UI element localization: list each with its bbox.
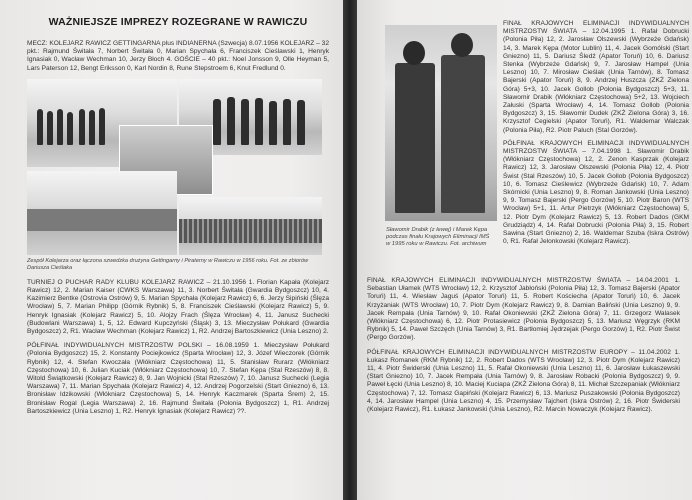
final-1995 (503, 20, 689, 251)
rider-right (441, 55, 485, 213)
stadium-stand (27, 209, 177, 231)
cup-results: TURNIEJ O PUCHAR RADY KLUBU KOLEJARZ RAWICZ – 21.10.1956 1. Florian Kapała (Kolejarz Rawicz) 12, 2. Marian Kaiser (CWKS Warszawa) 11, 3. Norbert Świtała (Gwardia Bydgoszcz) 10, 4. Kazimierz Bentke (Ostrovia Ostrów) 9, 5. Marian Spychała (Kolejarz Rawicz) 6, 6. Jerzy Sipiński (Ślęza Wrocław) 5, 7. Marian Philipp (Górnik Rybnik) 5, 8. Franciszek Cieślawski (Kolejarz Rawicz) 5, 9. Henryk Ignasiak (Kolejarz Rawicz) 5, 10. Alojzy Frach (Ślęza Wrocław) 4, 11. Janusz Suchecki (Budowlani Warszawa) 1, 5, 12. Edward Kupczyński (Śląsk) 3, 13. Mieczysław Połukard (Gwardia Bydgoszcz) 2, R1. Wacław Wechman (Kolejarz Rawicz) 1, R2. Andrzej Bartoszkiewicz (Unia Leszno) 2. (27, 278, 329, 336)
figure (57, 109, 63, 145)
figure (213, 99, 221, 145)
figure (67, 112, 73, 145)
book-gutter (343, 0, 357, 500)
right-page (357, 0, 692, 500)
photo-caption-right: Sławomir Drabik (z lewej) i Marek Kępa podczas finału Krajowych Eliminacji IMŚ w 1995 roku w Rawiczu. Fot. archiwum (386, 227, 490, 247)
photo-riders-drabik-kepa (385, 25, 497, 221)
semifinal-1998-text: PÓŁFINAŁ KRAJOWYCH ELIMINACJI INDYWIDUALNYCH MISTRZOSTW ŚWIATA – 7.04.1998 1. Sławomir Drabik (Włókniarz Częstochowa) 12, 2. Zenon Kasprzak (Kolejarz Rawicz) 12, 3. Jarosław Olszewski (Polonia Piła) 12, 4. Piotr Świst (Stal Rzeszów) 10, 5. Jacek Gollob (Polonia Bydgoszcz) 10, 6. Tomasz Cieślewicz (Wybrzeże Gdańsk) 10, 7. Adam Skórnicki (Unia Leszno) 9, 8. Roman Jankowski (Unia Leszno) 9, 9. Tomasz Bajerski (Pergo Gorzów) 5, 10. Piotr Baron (WTS Wrocław) 5+1, 11. Artur Pietrzyk (Włókniarz Częstochowa) 5, 12. Piotr Dym (Kolejarz Rawicz) 5, 13. Robert Dados (GKM Grudziądz) 4, 14. Rafał Dobrucki (Polonia Piła) 3, 15. Robert Sawina (Start Gniezno) 2, 16. Waldemar Szuba (Iskra Ostrów) 0, R1. Rafał Jelonkowski (Kolejarz Rawicz). (503, 139, 689, 246)
final-1995-text: FINAŁ KRAJOWYCH ELIMINACJI INDYWIDUALNYCH MISTRZOSTW ŚWIATA – 12.04.1995 1. Rafał Dobrucki (Polonia Piła) 12, 2. Jarosław Olszewski (Wybrzeże Gdańsk) 14, 3. Marek Kępa (Motor Lublin) 11, 4. Jacek Gomólski (Start Gniezno) 11, 5. Dariusz Śledź (Apator Toruń) 10, 6. Dariusz Stenka (Wybrzeże Gdańsk) 9, 7. Jarosław Hampel (Unia Leszno) 10, 7. Mirosław Cieślak (Unia Tarnów), 8. Tomasz Bajerski (Apator Toruń) 8, 9. Andrzej Huszcza (ZKŻ Zielona Góra) 5+3, 10. Jacek Gollob (Polonia Bydgoszcz) 5+3, 11. Sławomir Drabik (Włókniarz Częstochowa) 5+2, 13. Wojciech Załuski (Sparta Wrocław) 4, 14. Tomasz Gollob (Polonia Bydgoszcz) 3, 15. Sławomir Dudek (ZKŻ Zielona Góra) 3, 16. Krzysztof Cegielski (Apator Toruń), R1. Waldemar Walczak (Polonia Piła), R2. Piotr Paluch (Stal Gorzów). (503, 20, 689, 134)
final-2001: FINAŁ KRAJOWYCH ELIMINACJI INDYWIDUALNYCH MISTRZOSTW ŚWIATA – 14.04.2001 1. Sebastian Ułamek (WTS Wrocław) 12, 2. Krzysztof Jabłoński (Polonia Piła) 12, 3. Tomasz Bajerski (Apator Toruń) 11, 4. Wiesław Jaguś (Apator Toruń) 11, 5. Robert Kościecha (Apator Toruń) 10, 6. Jacek Krzyżaniak (WTS Wrocław) 10, 7. Piotr Dym (Kolejarz Rawicz) 9, 8. Damian Baliński (Unia Leszno) 9, 9. Jacek Rempała (Unia Tarnów) 9, 10. Rafał Okoniewski (ZKŻ Zielona Góra) 7, 11. Grzegorz Walasek (Włókniarz Częstochowa) 6, 12. Piotr Protasiewicz (Polonia Bydgoszcz) 5, 13. Mariusz Węgrzyk (RKM Rybnik) 5, 14. Paweł Szczęch (Unia Tarnów) 3, R1. Bartłomiej Jędrzejak (Pergo Gorzów) 1, R2. Piotr Świst (Pergo Gorzów). (367, 277, 680, 342)
figure (283, 99, 291, 145)
semifinal-2002: PÓŁFINAŁ KRAJOWYCH ELIMINACJI INDYWIDUALNYCH MISTRZOSTW EUROPY – 11.04.2002 1. Łukasz Romanek (RKM Rybnik) 12, 2. Robert Dados (WTS Wrocław) 12, 3. Piotr Dym (Kolejarz Rawicz) 11, 4. Piotr Świderski (Unia Leszno) 11, 5. Rafał Okoniewski (Unia Leszno) 11, 6. Jarosław Łukaszewski (Start Gniezno) 10, 7. Jacek Rempała (Unia Tarnów) 9, 8. Jarosław Robacki (Polonia Bydgoszcz) 9, 9. Paweł Łęcki (Unia Leszno) 8, 10. Maciej Kuciapa (ZKŻ Zielona Góra) 8, 11. Michał Szczepaniak (Włókniarz Częstochowa) 7, 12. Tomasz Gapiński (Kolejarz Rawicz) 6, 13. Mariusz Puszakowski (Polonia Bydgoszcz) 4, 14. Jarosław Hampel (Unia Leszno) 4, 15. Przemysław Tajchert (Iskra Ostrów) 2, 16. Piotr Świderski (Kolejarz Rawicz), R1. Łukasz Jankowski (Unia Leszno), R2. Marcin Nowaczyk (Kolejarz Rawicz). (367, 348, 680, 414)
figure (255, 98, 263, 145)
figure (37, 109, 43, 145)
figure (227, 97, 235, 145)
figure (269, 101, 277, 145)
figure (241, 99, 249, 145)
figure (297, 100, 305, 145)
left-page (0, 0, 343, 500)
rider-right-head (451, 33, 473, 57)
right-top-block (367, 8, 689, 247)
figure (99, 108, 105, 145)
rider-left (395, 63, 435, 213)
figure (47, 111, 53, 145)
crowd-band (179, 219, 322, 243)
figure (89, 110, 95, 145)
rider-left-head (403, 41, 425, 65)
figure (79, 109, 85, 145)
team-photo-collage (27, 79, 329, 255)
page-title: WAŻNIEJSZE IMPREZY ROZEGRANE W RAWICZU (48, 16, 308, 28)
match-results: MECZ: KOLEJARZ RAWICZ GETTINGARNA plus INDIANERNA (Szwecja) 8.07.1956 KOLEJARZ – 32 pkt.: Rajmund Świtała 7, Norbert Świtała 0, Marian Spychała 6, Franciszek Cieślawski 1, Henryk Ignasiak 0, Wacław Wechman 10, Jerzy Błoch 4. GOŚCIE – 40 pkt.: Noel Jonsson 9, Olle Heyman 5, Lars Paterson 12, Bengt Eriksson 0, Karl Nordin 8, Rune Stepstroem 6, Knut Fredlund 0. (27, 40, 329, 72)
photo-caption: Zespół Kolejarza oraz łączona szwedzka drużyna Gettingarny i Piraterny w Rawiczu w 1956 roku. Fot. ze zbiorów Dariusza Cieślaka (27, 257, 309, 271)
semifinal-results: PÓŁFINAŁ INDYWIDUALNYCH MISTRZOSTW POLSKI – 16.08.1959 1. Mieczysław Połukard (Polonia Bydgoszcz) 15, 2. Konstanty Pociejkowicz (Sparta Wrocław) 12, 3. Józef Wieczorek (Górnik Rybnik) 12, 4. Stefan Kwoczała (Włókniarz Częstochowa) 11, 5. Stanisław Rurarz (Włókniarz Częstochowa) 10, 6. Julian Kuciak (Włókniarz Częstochowa) 10, 7. Stefan Kępa (Stal Rzeszów) 8, 8. Witold Świątkowski (Kolejarz Rawicz) 8, 9. Jan Wojnicki (Stal Rzeszów) 7, 10. Janusz Suchecki (Legia Warszawa) 7, 11. Marian Spychała (Kolejarz Rawicz) 4, 12. Andrzej Pogorzelski (Start Gniezno) 6, 13. Bronisław Idzikowski (Włókniarz Częstochowa) 5, 14. Henryk Kaczmarek (Sparta Śrem) 2, 15. Bronisław Rogal (Legia Warszawa) 2, 16. Rajmund Świtała (Polonia Bydgoszcz) 1, R1. Andrzej Bartoszkiewicz (Unia Leszno) 1, R2. Henryk Ignasiak (Kolejarz Rawicz) ??. (27, 342, 329, 415)
